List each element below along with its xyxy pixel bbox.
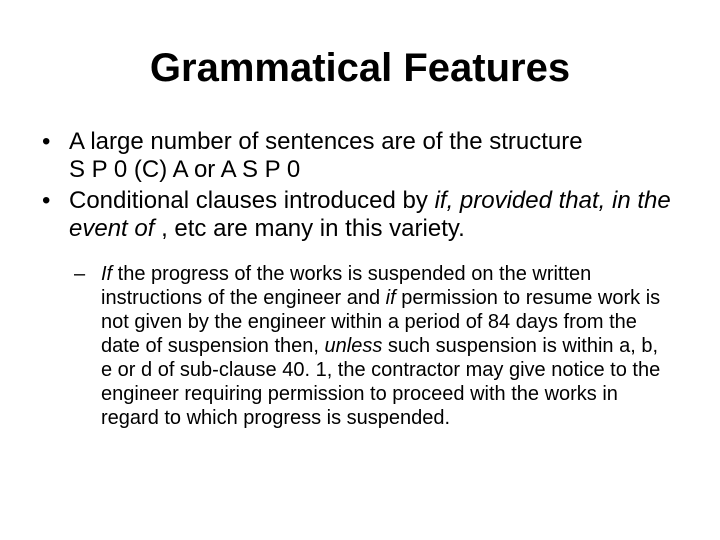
bullet-text-line2: S P 0 (C) A or A S P 0 [69, 156, 301, 183]
sub-italic-unless: unless [324, 335, 383, 357]
bullet-marker: • [42, 128, 51, 155]
bullet-text-line1: A large number of sentences are of the structure [69, 128, 583, 155]
sub-italic-if-2: if [385, 287, 396, 309]
bullet-text-italic: if, provided that, in the event of [69, 187, 671, 242]
sub-bullet-item [74, 262, 674, 430]
sub-bullet-marker: – [74, 263, 86, 285]
sub-bullet-list [74, 262, 674, 430]
bullet-list [42, 128, 692, 246]
bullet-item-conditional [42, 187, 692, 243]
bullet-text-suffix: , etc are many in this variety. [154, 215, 465, 242]
bullet-item-structure [42, 128, 692, 184]
bullet-text-prefix: Conditional clauses introduced by [69, 187, 435, 214]
slide-title: Grammatical Features [149, 46, 571, 90]
bullet-marker: • [42, 187, 51, 214]
sub-text-part1: the progress of the works is suspended on the written instructions of the engineer and [101, 263, 592, 309]
sub-text-part3: such suspension is within a, b, e or d of sub-clause 40. 1, the contractor may give notice to the engineer requiring permission to proceed with the works in regard to which progress is suspended. [101, 335, 661, 429]
sub-italic-if-1: If [101, 263, 113, 285]
sub-text-part2: permission to resume work is not given by the engineer within a period of 84 days from the date of suspension then, [101, 287, 661, 357]
